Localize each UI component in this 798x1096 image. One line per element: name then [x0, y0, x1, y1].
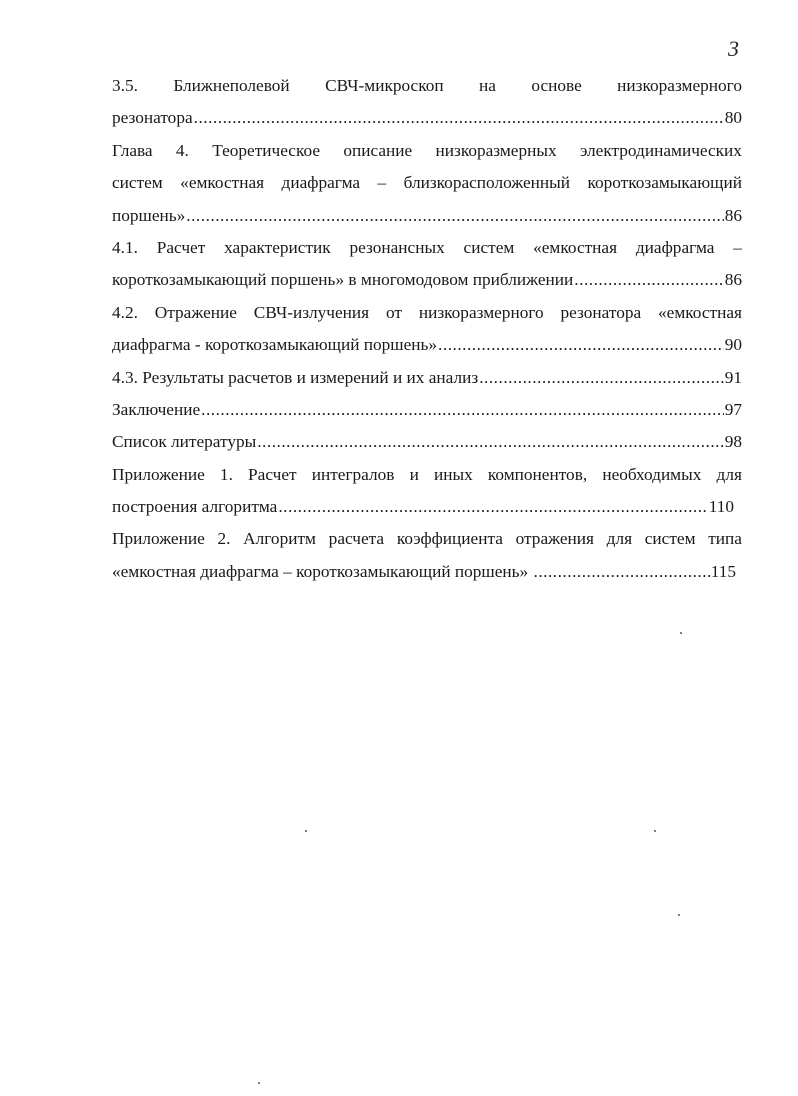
dot-leader	[194, 102, 724, 134]
word: 4.1.	[112, 237, 138, 257]
word: «емкостная	[658, 302, 742, 322]
word: Теоретическое	[212, 140, 321, 160]
word: систем	[463, 237, 515, 257]
toc-entry-appendix-2-line-2	[112, 556, 736, 588]
toc-page-ref: 90	[724, 335, 742, 355]
word: характеристик	[224, 237, 331, 257]
toc-page-ref: 80	[724, 108, 742, 128]
word: Отражение	[154, 302, 237, 322]
table-of-contents	[112, 70, 742, 588]
scan-speck	[680, 632, 682, 634]
word: Приложение	[112, 529, 205, 549]
word: резонатора	[560, 302, 642, 322]
word: Расчет	[156, 237, 206, 257]
toc-entry-text: построения алгоритма	[112, 497, 278, 517]
word: СВЧ-излучения	[253, 302, 370, 322]
word: типа	[708, 529, 742, 549]
toc-entry-text: поршень»	[112, 205, 186, 225]
word: для	[716, 464, 742, 484]
toc-entry-4-2-line-2	[112, 329, 742, 361]
word: низкоразмерных	[435, 140, 557, 160]
toc-entry-conclusion	[112, 394, 742, 426]
toc-page-ref: 86	[724, 205, 742, 225]
word: –	[733, 237, 742, 257]
word: интегралов	[311, 464, 395, 484]
word: короткозамыкающий	[587, 173, 742, 193]
toc-entry-text: 4.3. Результаты расчетов и измерений и их анализ	[112, 367, 479, 387]
toc-entry-text: Список литературы	[112, 432, 257, 452]
word: и	[409, 464, 419, 484]
word: расчета	[328, 529, 385, 549]
toc-page-ref: 91	[724, 367, 742, 387]
word: систем	[112, 173, 163, 193]
word: –	[377, 173, 387, 193]
word: 1.	[219, 464, 233, 484]
word: низкоразмерного	[617, 76, 742, 95]
toc-entry-text: Заключение	[112, 399, 201, 419]
dot-leader	[278, 491, 707, 523]
scan-speck	[678, 914, 680, 916]
toc-entry-text: резонатора	[112, 108, 193, 128]
scan-speck	[258, 1082, 260, 1084]
word: Глава	[112, 140, 153, 160]
toc-page-ref: 86	[724, 270, 742, 290]
word: коэффициента	[396, 529, 503, 549]
toc-entry-appendix-2-line-1	[112, 523, 742, 555]
toc-entry-3-5-line-2	[112, 102, 742, 134]
dot-leader	[438, 329, 724, 361]
word: для	[606, 529, 633, 549]
dot-leader	[479, 362, 724, 394]
word: 4.	[175, 140, 189, 160]
word: 2.	[217, 529, 231, 549]
toc-entry-4-1-line-2	[112, 264, 742, 296]
toc-entry-4-2-line-1	[112, 297, 742, 329]
word: 4.2.	[112, 302, 138, 322]
toc-entry-ch4-line-1	[112, 135, 742, 167]
word: Ближнеполевой	[173, 76, 290, 95]
toc-entry-references	[112, 426, 742, 458]
toc-entry-ch4-line-2	[112, 167, 742, 199]
toc-page-ref: 98	[724, 432, 742, 452]
word: от	[385, 302, 402, 322]
word: диафрагма	[635, 237, 715, 257]
toc-entry-3-5-line-1	[112, 70, 742, 102]
scan-speck	[654, 830, 656, 832]
word: систем	[644, 529, 696, 549]
toc-entry-text: короткозамыкающий поршень» в многомодовом приближении	[112, 270, 574, 290]
toc-page-ref: 115	[710, 561, 736, 581]
toc-entry-ch4-line-3	[112, 200, 742, 232]
toc-entry-text: «емкостная диафрагма – короткозамыкающий поршень»	[112, 561, 533, 581]
toc-entry-4-1-line-1	[112, 232, 742, 264]
word: «емкостная	[533, 237, 618, 257]
word: на	[479, 76, 496, 95]
word: отражения	[515, 529, 594, 549]
word: Алгоритм	[243, 529, 316, 549]
toc-page-ref: 110	[708, 497, 734, 517]
word: резонансных	[349, 237, 445, 257]
word: описание	[343, 140, 413, 160]
word: необходимых	[602, 464, 702, 484]
toc-entry-text: диафрагма - короткозамыкающий поршень»	[112, 335, 438, 355]
word: СВЧ-микроскоп	[325, 76, 444, 95]
toc-entry-appendix-1-line-2	[112, 491, 734, 523]
toc-entry-appendix-1-line-1	[112, 459, 742, 491]
dot-leader	[186, 200, 723, 232]
word: низкоразмерного	[418, 302, 544, 322]
word: диафрагма	[281, 173, 361, 193]
word: Приложение	[112, 464, 205, 484]
scan-speck	[305, 830, 307, 832]
dot-leader	[257, 426, 723, 458]
page-number: 3	[728, 36, 739, 61]
toc-entry-4-3	[112, 362, 742, 394]
word: электродинамических	[579, 140, 742, 160]
toc-page-ref: 97	[724, 399, 742, 419]
word: компонентов,	[487, 464, 588, 484]
word: иных	[434, 464, 473, 484]
dot-leader	[534, 556, 710, 588]
word: 3.5.	[112, 76, 138, 95]
word: Расчет	[248, 464, 297, 484]
word: близкорасположенный	[403, 173, 571, 193]
word: «емкостная	[180, 173, 265, 193]
dot-leader	[201, 394, 724, 426]
dot-leader	[574, 264, 723, 296]
word: основе	[531, 76, 582, 95]
